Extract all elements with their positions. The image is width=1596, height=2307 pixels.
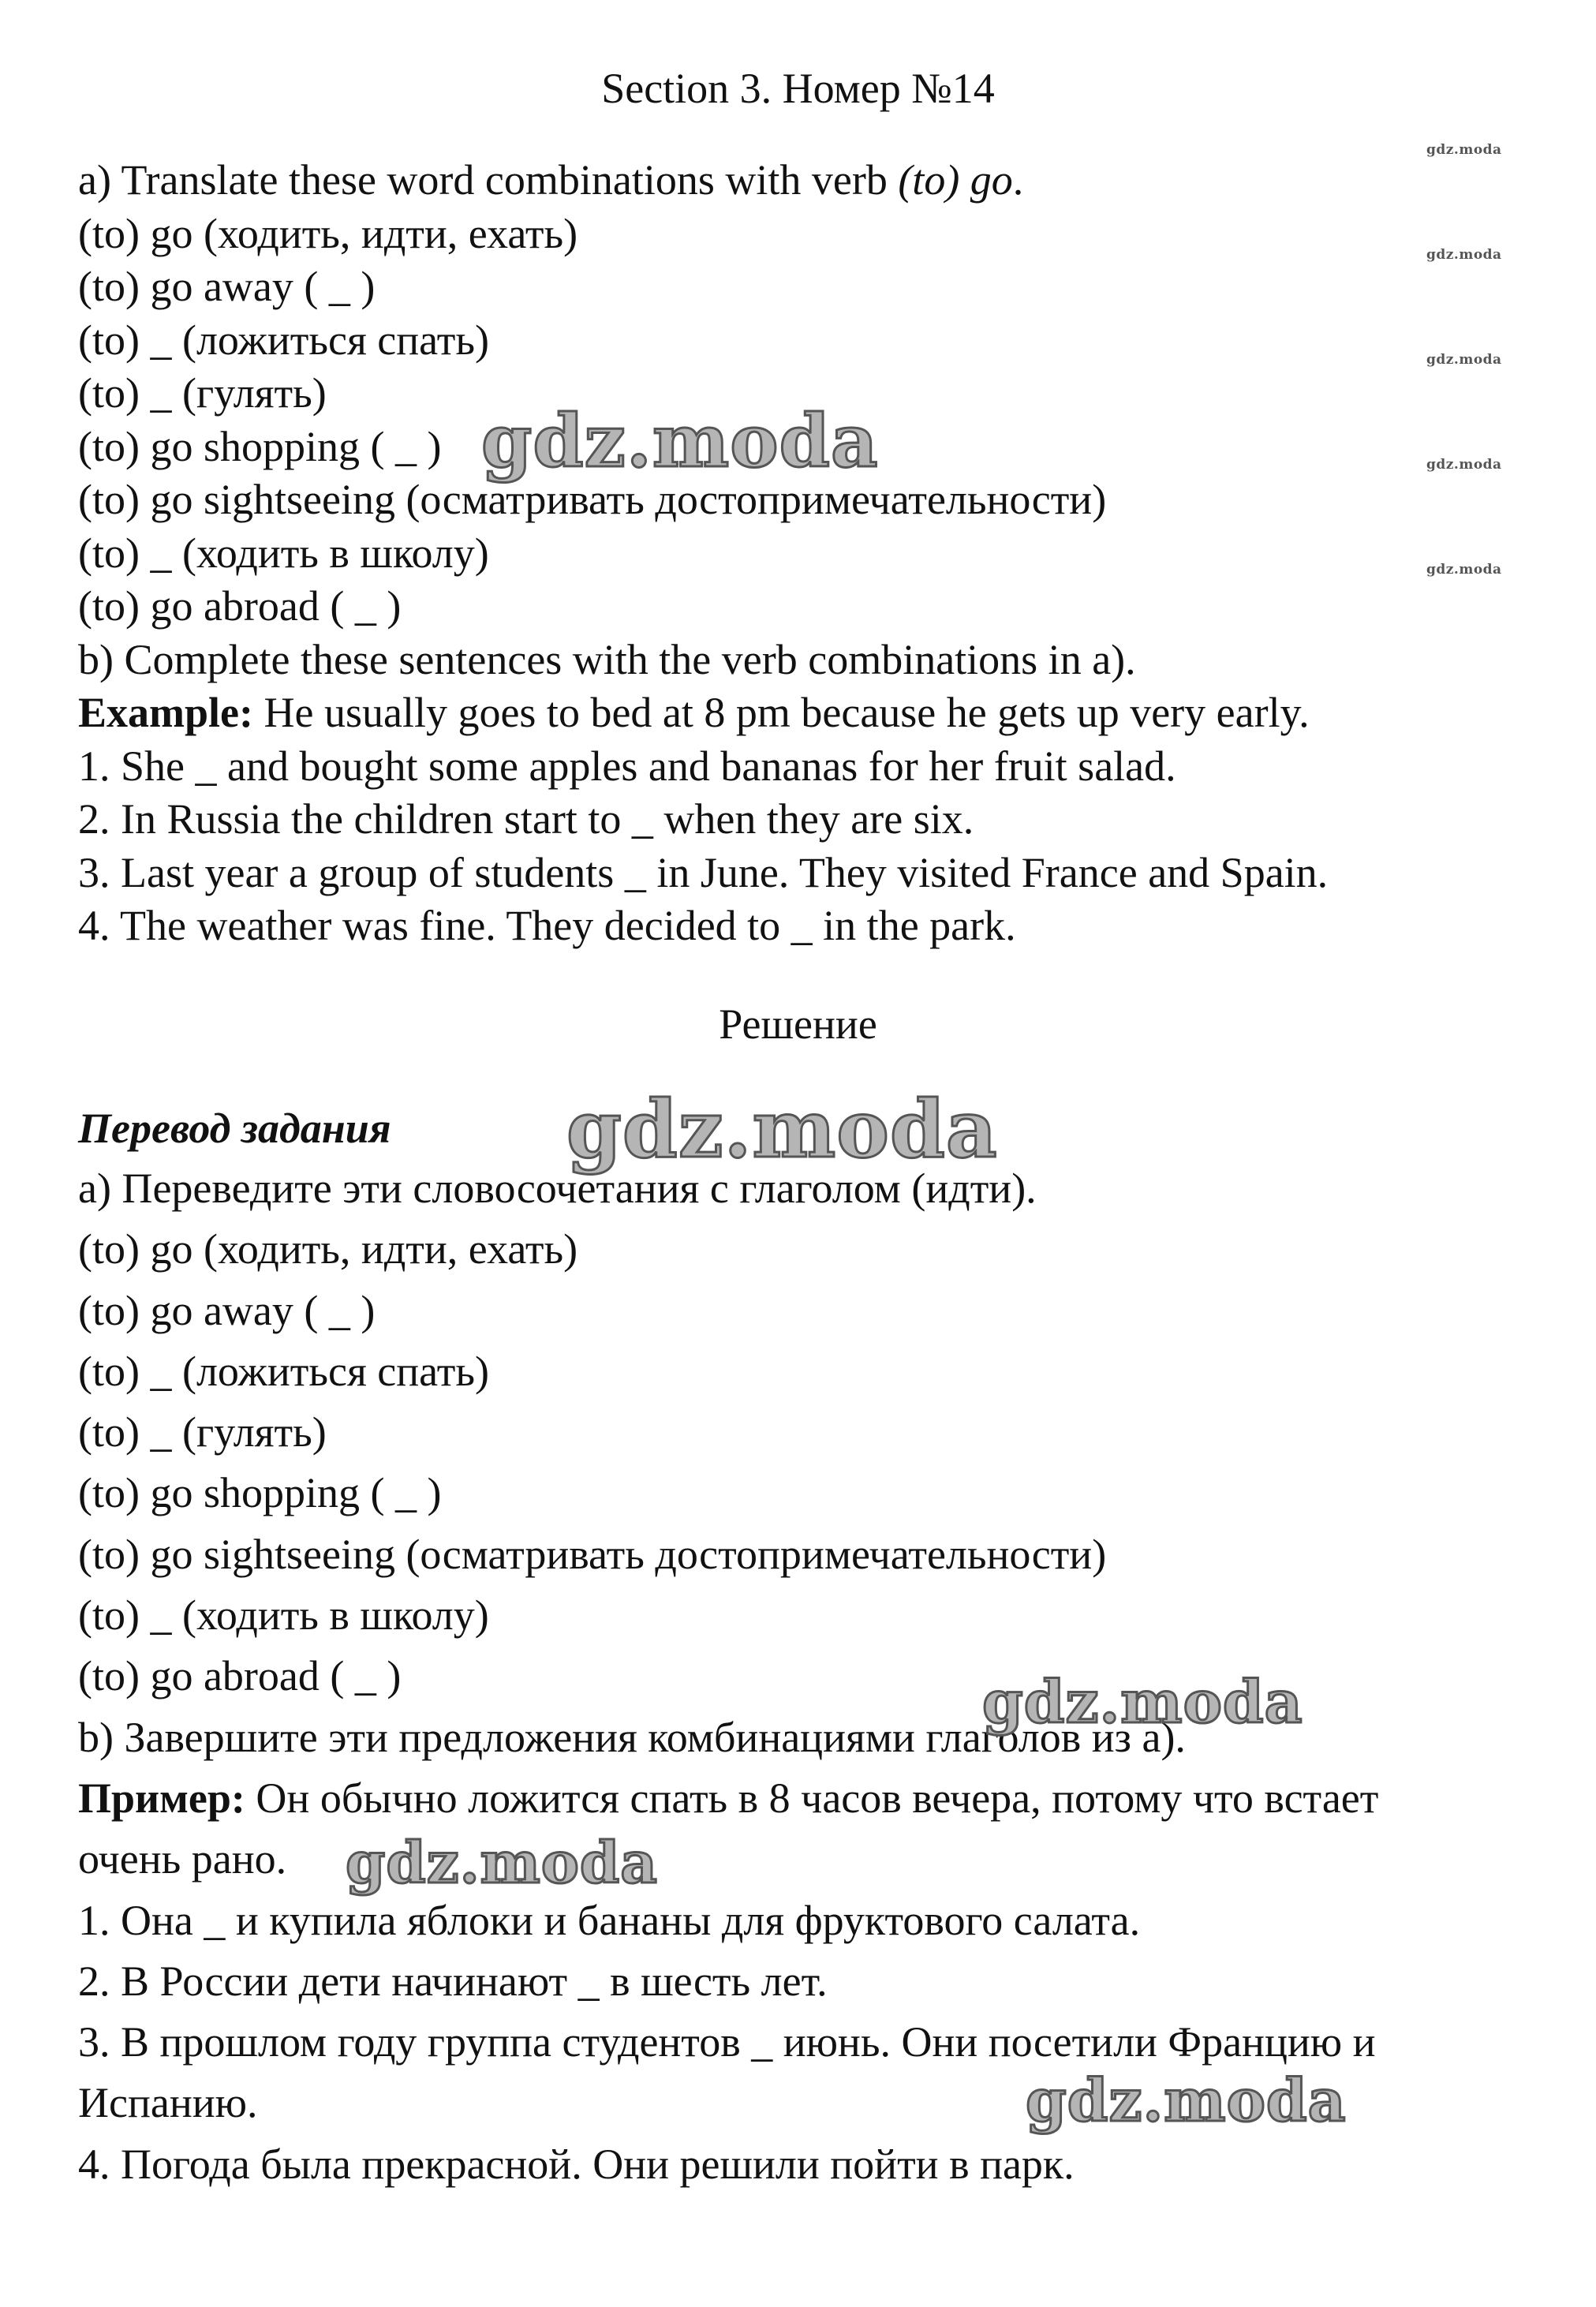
watermark-small: gdz.moda (1426, 352, 1502, 368)
solution-example-continued: очень рано. (78, 1835, 287, 1883)
watermark-large: gdz.moda (566, 1082, 998, 1176)
watermark-large: gdz.moda (481, 398, 879, 484)
watermark-large: gdz.moda (1026, 2067, 1347, 2135)
solution-title: Решение (719, 1000, 877, 1048)
solution-sentence: 2. В России дети начинают _ в шесть лет. (78, 1957, 828, 2005)
task-b-instruction: b) Complete these sentences with the verb combinations in a). (78, 635, 1136, 683)
watermark-large: gdz.moda (346, 1829, 658, 1896)
watermark-large: gdz.moda (982, 1669, 1303, 1737)
task-example: Example: He usually goes to bed at 8 pm because he gets up very early. (78, 689, 1310, 736)
task-sentence: 1. She _ and bought some apples and bananas for her fruit salad. (78, 742, 1176, 790)
solution-block (78, 1158, 1561, 2195)
watermark-small: gdz.moda (1426, 142, 1502, 158)
solution-item: (to) go sightseeing (осматривать достопримечательности) (78, 1530, 1107, 1578)
task-block (78, 154, 1561, 953)
solution-item: (to) go shopping ( _ ) (78, 1469, 442, 1517)
solution-sentence-continued: Испанию. (78, 2079, 258, 2127)
task-item: (to) _ (ложиться спать) (78, 316, 489, 364)
task-item: (to) _ (гулять) (78, 369, 327, 417)
solution-item: (to) go abroad ( _ ) (78, 1652, 402, 1700)
solution-sentence: 3. В прошлом году группа студентов _ июнь. Они посетили Францию и (78, 2018, 1376, 2066)
task-item: (to) go away ( _ ) (78, 263, 376, 310)
task-item: (to) go abroad ( _ ) (78, 582, 402, 630)
example-label: Example: (78, 689, 253, 736)
solution-sentence: 1. Она _ и купила яблоки и бананы для фруктового салата. (78, 1896, 1141, 1944)
solution-example: Пример: Он обычно ложится спать в 8 часов вечера, потому что встает (78, 1774, 1379, 1822)
task-item: (to) go (ходить, идти, ехать) (78, 209, 578, 257)
task-item: (to) go sightseeing (осматривать достопримечательности) (78, 476, 1107, 523)
watermark-small: gdz.moda (1426, 457, 1502, 473)
verb-italic: (to) go (898, 156, 1013, 204)
solution-item: (to) _ (ходить в школу) (78, 1591, 489, 1640)
task-a-instruction: a) Translate these word combinations with verb (to) go. (78, 156, 1024, 204)
solution-a-instruction: а) Переведите эти словосочетания с глаголом (идти). (78, 1165, 1037, 1212)
solution-item: (to) go away ( _ ) (78, 1286, 376, 1334)
solution-item: (to) _ (гулять) (78, 1408, 327, 1456)
task-item: (to) go shopping ( _ ) (78, 422, 442, 470)
solution-item: (to) _ (ложиться спать) (78, 1347, 489, 1395)
task-item: (to) _ (ходить в школу) (78, 529, 489, 577)
watermark-small: gdz.moda (1426, 247, 1502, 263)
example-label: Пример: (78, 1774, 245, 1822)
translation-heading: Перевод задания (78, 1105, 391, 1152)
task-sentence: 4. The weather was fine. They decided to _ in the park. (78, 902, 1016, 949)
task-sentence: 2. In Russia the children start to _ when they are six. (78, 795, 974, 843)
solution-item: (to) go (ходить, идти, ехать) (78, 1225, 578, 1273)
watermark-small: gdz.moda (1426, 562, 1502, 578)
solution-b-instruction: b) Завершите эти предложения комбинациями глаголов из а). (78, 1713, 1186, 1761)
task-sentence: 3. Last year a group of students _ in June. They visited France and Spain. (78, 848, 1329, 896)
section-title: Section 3. Номер №14 (601, 65, 995, 112)
solution-sentence: 4. Погода была прекрасной. Они решили пойти в парк. (78, 2140, 1075, 2188)
